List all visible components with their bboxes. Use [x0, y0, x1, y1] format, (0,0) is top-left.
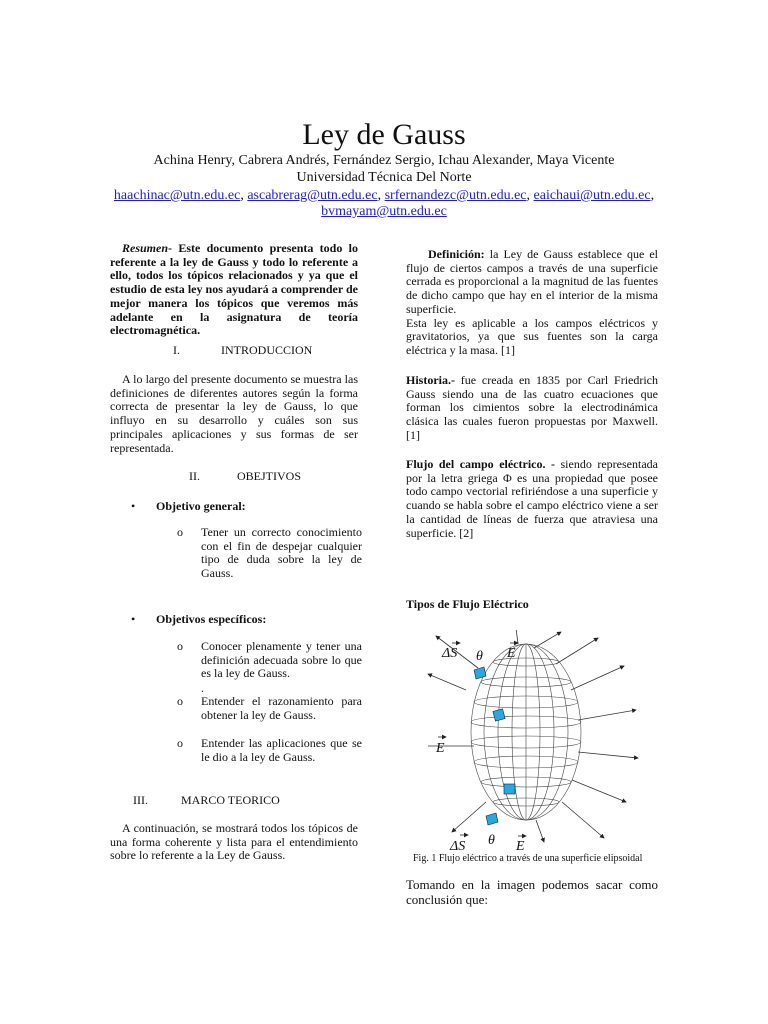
section-1-title: INTRODUCCION	[221, 343, 313, 357]
ellipsoid-grid	[471, 644, 581, 820]
email-link[interactable]: bvmayam@utn.edu.ec	[321, 204, 447, 219]
surface-patch-top	[474, 667, 486, 679]
definition-text-2: Esta ley es aplicable a los campos eléctricos y gravitatorios, ya que sus fuentes son la carga eléctrica y la masa. [1]	[406, 315, 658, 357]
conclusion-text: Tomando en la imagen podemos sacar como conclusión que:	[406, 877, 658, 907]
flux-text: siendo representada por la letra griega Φ es una propiedad que posee todo campo vectorial refiriéndose a una superficie y cuando se habla sobre el campo eléctrico viene a ser la cantidad de líneas de fuerza que atraviesa una superficie. [2]	[406, 457, 658, 540]
e-field-label: E	[507, 646, 516, 661]
definition-text: la Ley de Gauss establece que el flujo de ciertos campos a través de una superficie cerrada es proporcional a la magnitud de las fuentes de dicho campo que hay en el interior de la misma superficie.	[406, 247, 658, 316]
conclusion-paragraph	[406, 877, 658, 907]
surface-patch	[493, 709, 505, 721]
circle-bullet: o	[177, 525, 183, 539]
history-text: fue creada en 1835 por Carl Friedrich Gauss siendo una de las cuatro ecuaciones que forman los cimientos sobre la electrodinámica clásica las cuales fueron propuestas por Maxwell. [1]	[406, 373, 659, 442]
section-2-title: OBEJTIVOS	[237, 469, 302, 483]
figure-caption: Fig. 1 Flujo eléctrico a través de una superficie elipsoidal	[413, 853, 643, 864]
specific-objective-text: Entender las aplicaciones que se le dio a la ley de Gauss.	[201, 736, 362, 764]
ellipsoid-flux-figure	[426, 630, 646, 852]
history-paragraph	[406, 374, 658, 443]
stray-dot: .	[201, 681, 204, 695]
section-3-number: III.	[133, 793, 148, 807]
theta-label: θ	[488, 833, 495, 848]
marco-text: A continuación, se mostrará todos los tópicos de una forma coherente y lista para el entendimiento sobre lo referente a la Ley de Gauss.	[110, 821, 358, 863]
circle-bullet: o	[177, 694, 183, 708]
delta-s-label: ΔS	[442, 646, 458, 661]
definition-label: Definición:	[428, 247, 485, 261]
section-2-number: II.	[189, 469, 200, 483]
specific-objectives-label: Objetivos específicos:	[156, 612, 267, 626]
general-objective-label: Objetivo general:	[156, 499, 246, 513]
abstract-text: - Este documento presenta todo lo referente a la ley de Gauss y todo lo referente a ello, todos los tópicos relacionados y ya que el estudio de esta ley nos ayudará a comprender de mejor manera los tópicos que veremos más adelante en la asignatura de teoría electromagnética.	[110, 241, 358, 338]
flux-types-heading: Tipos de Flujo Eléctrico	[406, 597, 529, 611]
university: Universidad Técnica Del Norte	[296, 170, 472, 185]
bullet-dot: •	[131, 499, 136, 513]
email-link[interactable]: eaichaui@utn.edu.ec	[533, 188, 651, 203]
circle-bullet: o	[177, 736, 183, 750]
general-objective-text: Tener un correcto conocimiento con el fin de despejar cualquier tipo de duda sobre la ley de Gauss.	[201, 525, 362, 581]
e-field-label: E	[436, 741, 445, 756]
section-1-number: I.	[173, 343, 180, 357]
delta-s-label: ΔS	[450, 839, 466, 852]
intro-text: A lo largo del presente documento se muestra las definiciones de diferentes autores según la forma correcta de presentar la ley de Gauss, lo que influyo en su desarrollo y cuáles son sus principales aplicaciones y sus formas de ser representada.	[110, 372, 358, 455]
specific-objective-text: Conocer plenamente y tener una definición adecuada sobre lo que es la ley de Gauss.	[201, 639, 362, 681]
specific-objective-text: Entender el razonamiento para obtener la ley de Gauss.	[201, 694, 362, 722]
e-field-label: E	[516, 839, 525, 852]
email-link[interactable]: haachinac@utn.edu.ec	[113, 188, 241, 203]
surface-patch	[504, 784, 515, 794]
authors: Achina Henry, Cabrera Andrés, Fernández Sergio, Ichau Alexander, Maya Vicente	[153, 153, 615, 168]
email-list: haachinac@utn.edu.ec, ascabrerag@utn.edu.ec, srfernandezc@utn.edu.ec, eaichaui@utn.edu.ec, bvmayam@utn.edu.ec	[113, 188, 655, 219]
section-3-title: MARCO TEORICO	[181, 793, 280, 807]
marco-paragraph	[110, 822, 358, 863]
circle-bullet: o	[177, 639, 183, 653]
flux-label: Flujo del campo eléctrico. -	[406, 457, 555, 471]
abstract-label: Resumen	[122, 241, 169, 255]
intro-paragraph	[110, 373, 358, 455]
history-label: Historia.-	[406, 373, 455, 387]
definition-paragraph	[406, 248, 658, 358]
surface-patch-bottom	[486, 813, 498, 825]
abstract	[110, 242, 358, 338]
theta-label: θ	[476, 649, 483, 664]
email-link[interactable]: srfernandezc@utn.edu.ec	[384, 188, 527, 203]
paper-title: Ley de Gauss	[302, 118, 466, 151]
flux-paragraph	[406, 458, 658, 540]
email-link[interactable]: ascabrerag@utn.edu.ec	[247, 188, 378, 203]
bullet-dot: •	[131, 612, 136, 626]
